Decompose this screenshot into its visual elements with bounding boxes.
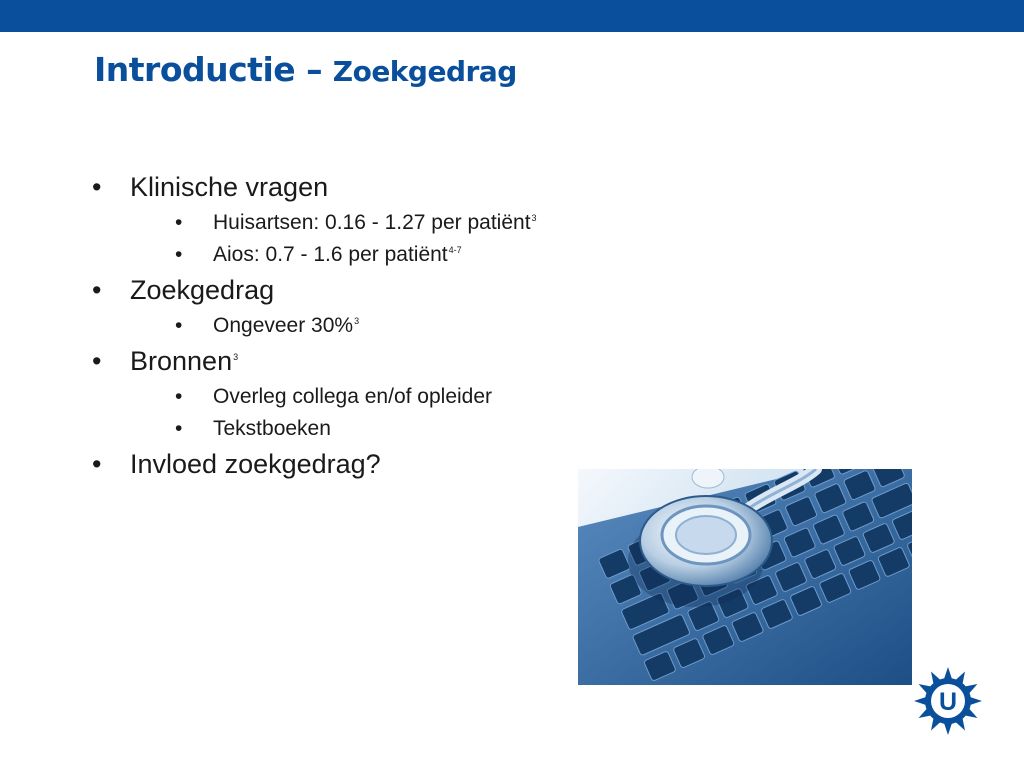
bullet-list [92, 162, 652, 478]
bullet-text: Invloed zoekgedrag? [130, 449, 381, 479]
bullet-item [92, 277, 652, 304]
title-text: Introductie – [94, 50, 323, 89]
sub-bullet-footnote: 3 [531, 213, 537, 223]
bullet-text: Klinische vragen [130, 172, 329, 202]
bullet-text: Zoekgedrag [130, 275, 275, 305]
sub-bullet-text: Tekstboeken [213, 417, 331, 440]
sub-bullet-item [92, 315, 652, 336]
bullet-item [92, 348, 652, 375]
bullet-item [92, 451, 652, 478]
bullet-text: Bronnen [130, 346, 233, 376]
sub-bullet-footnote: 3 [354, 316, 360, 326]
university-logo [912, 665, 984, 737]
sub-bullet-text: Aios: 0.7 - 1.6 per patiënt [213, 243, 448, 266]
university-sun-icon [912, 665, 984, 737]
logo-letter: U [938, 688, 958, 716]
sub-bullet-item [92, 386, 652, 407]
slide-title [94, 50, 517, 89]
sub-bullet-text: Overleg collega en/of opleider [213, 385, 493, 408]
sub-bullet-text: Ongeveer 30% [213, 314, 354, 337]
sub-bullet-text: Huisartsen: 0.16 - 1.27 per patiënt [213, 211, 531, 234]
bullet-footnote: 3 [233, 352, 239, 362]
sub-bullet-item [92, 212, 652, 233]
stethoscope-keyboard-image [578, 469, 912, 685]
sub-bullet-footnote: 4-7 [448, 245, 462, 255]
stethoscope-keyboard-icon [578, 469, 912, 685]
sub-bullet-item [92, 244, 652, 265]
bullet-item [92, 174, 652, 201]
top-bar [0, 0, 1024, 32]
subtitle-text: Zoekgedrag [332, 55, 517, 88]
sub-bullet-item [92, 418, 652, 439]
